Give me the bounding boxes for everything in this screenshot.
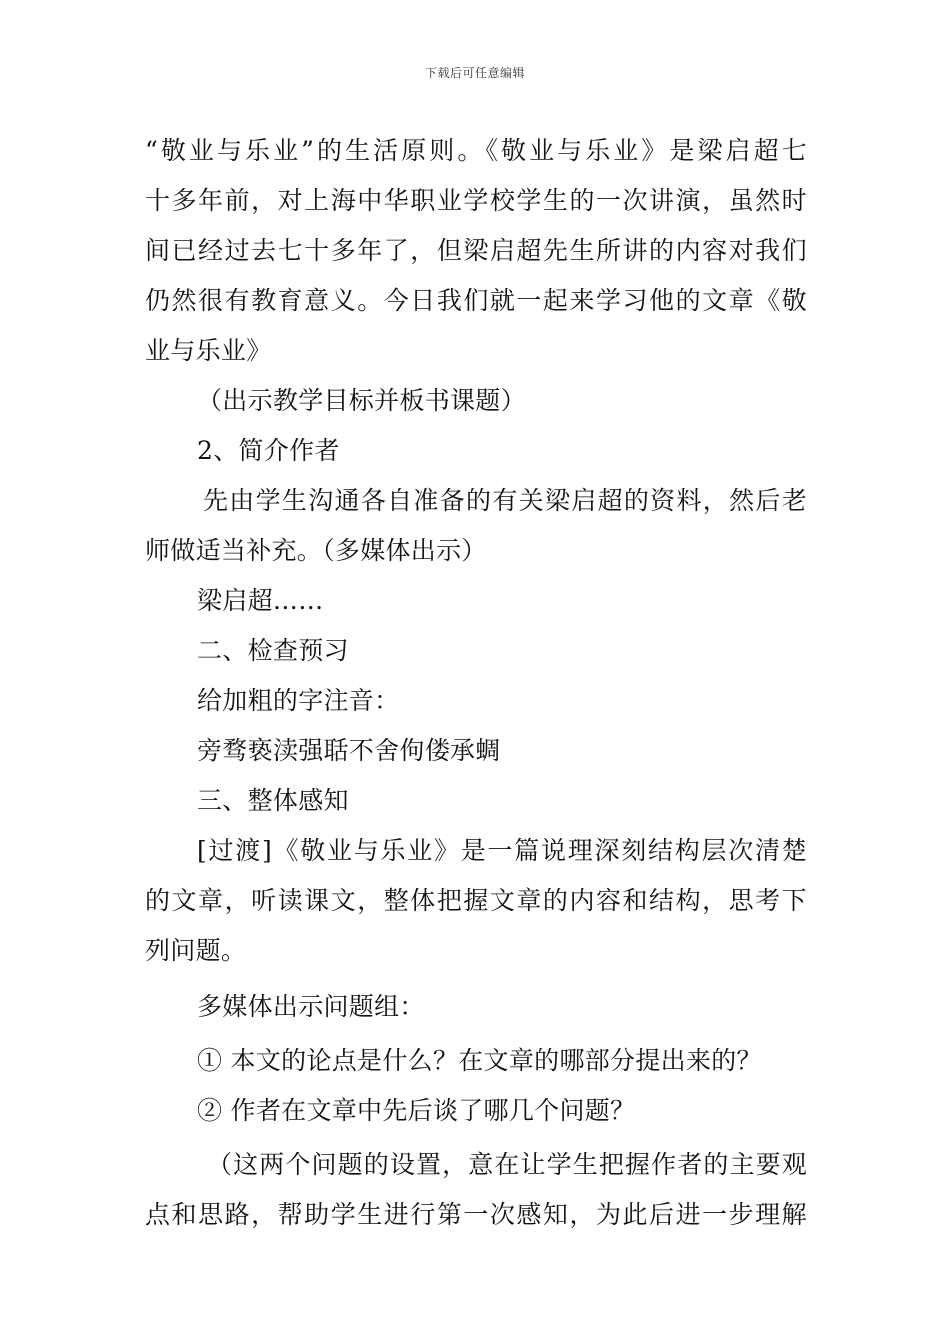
section-heading: 二、检查预习: [197, 636, 349, 665]
paragraph-line: 师做适当补充。（多媒体出示）: [145, 536, 487, 565]
paragraph-line: “敬业与乐业”的生活原则。《敬业与乐业》是梁启超七: [145, 136, 807, 165]
paragraph-line: 业与乐业》: [145, 336, 272, 365]
paragraph-line: （这两个问题的设置，意在让学生把握作者的主要观: [207, 1150, 807, 1179]
paragraph-line: （出示教学目标并板书课题）: [197, 386, 526, 415]
paragraph-line: 间已经过去七十多年了，但梁启超先生所讲的内容对我们: [145, 236, 807, 265]
paragraph-line: 旁骛亵渎强聒不舍佝偻承蜩: [197, 736, 501, 765]
paragraph-line: 多媒体出示问题组：: [197, 992, 425, 1021]
paragraph-line: 梁启超……: [197, 586, 324, 615]
document-body: [145, 126, 807, 1240]
paragraph-line: 列问题。: [145, 936, 247, 965]
paragraph-line: 十多年前，对上海中华职业学校学生的一次讲演，虽然时: [145, 186, 807, 215]
section-heading: 2、简介作者: [197, 436, 340, 465]
paragraph-line: 的文章，听读课文，整体把握文章的内容和结构，思考下: [145, 886, 807, 915]
paragraph-line: 点和思路，帮助学生进行第一次感知，为此后进一步理解: [145, 1200, 807, 1229]
paragraph-line: 仍然很有教育意义。今日我们就一起来学习他的文章《敬: [145, 286, 807, 315]
paragraph-line: 给加粗的字注音：: [197, 686, 400, 715]
section-heading: 三、整体感知: [197, 786, 349, 815]
question-item: ② 作者在文章中先后谈了哪几个问题？: [197, 1096, 636, 1125]
question-item: ① 本文的论点是什么？在文章的哪部分提出来的？: [197, 1046, 762, 1075]
paragraph-line: 先由学生沟通各自准备的有关梁启超的资料，然后老: [203, 486, 807, 515]
paragraph-line: [过渡]《敬业与乐业》是一篇说理深刻结构层次清楚: [197, 836, 807, 865]
page-header: 下载后可任意编辑: [424, 66, 525, 80]
